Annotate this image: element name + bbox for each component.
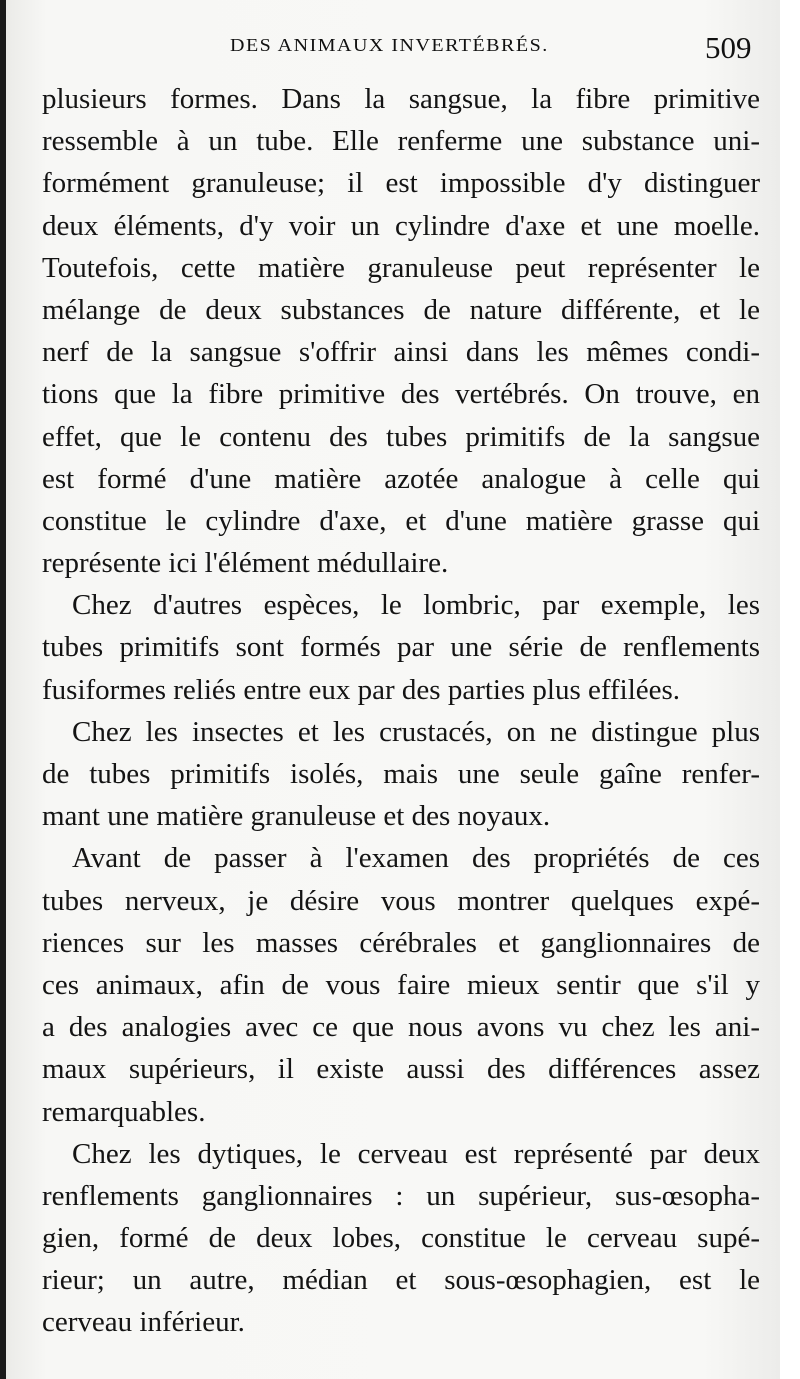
text-line: rieur; un autre, médian et sous-œsophagien, est le — [42, 1264, 760, 1297]
text-line: effet, que le contenu des tubes primitifs de la sangsue — [42, 420, 760, 453]
text-line: a des analogies avec ce que nous avons vu chez les ani- — [42, 1011, 760, 1044]
paragraph-4 — [42, 837, 760, 1132]
text-line: Chez d'autres espèces, le lombric, par exemple, les — [72, 589, 760, 622]
text-line: plusieurs formes. Dans la sangsue, la fibre primitive — [42, 83, 760, 115]
text-line: mant une matière granuleuse et des noyaux. — [42, 800, 551, 833]
text-line: tions que la fibre primitive des vertébrés. On trouve, en — [42, 378, 760, 411]
text-line: Toutefois, cette matière granuleuse peut représenter le — [42, 251, 760, 284]
text-line: tubes primitifs sont formés par une série de renflements — [42, 631, 760, 664]
text-line: représente ici l'élément médullaire. — [42, 547, 449, 580]
running-head — [0, 30, 780, 70]
paragraph-2 — [42, 584, 760, 711]
running-title: DES ANIMAUX INVERTÉBRÉS. — [230, 36, 549, 56]
paragraph-5 — [42, 1133, 760, 1344]
text-line: ressemble à un tube. Elle renferme une substance uni- — [42, 125, 760, 158]
text-line: remarquables. — [42, 1095, 206, 1128]
text-line: Avant de passer à l'examen des propriétés de ces — [72, 842, 760, 875]
text-line: riences sur les masses cérébrales et ganglionnaires de — [42, 926, 760, 959]
paragraph-1 — [42, 78, 760, 584]
text-line: fusiformes reliés entre eux par des parties plus effilées. — [42, 673, 681, 706]
paragraph-3 — [42, 711, 760, 838]
text-line: ces animaux, afin de vous faire mieux sentir que s'il y — [42, 968, 760, 1001]
page-number: 509 — [705, 30, 752, 65]
text-line: mélange de deux substances de nature différente, et le — [42, 293, 760, 326]
text-line: cerveau inférieur. — [42, 1306, 245, 1339]
text-line: maux supérieurs, il existe aussi des différences assez — [42, 1053, 760, 1086]
text-line: Chez les insectes et les crustacés, on ne distingue plus — [72, 715, 760, 748]
body-text — [42, 78, 760, 1344]
text-line: deux éléments, d'y voir un cylindre d'axe et une moelle. — [42, 209, 760, 242]
text-line: Chez les dytiques, le cerveau est représenté par deux — [72, 1137, 760, 1170]
text-line: formément granuleuse; il est impossible d'y distinguer — [42, 167, 760, 200]
text-line: renflements ganglionnaires : un supérieur, sus-œsopha- — [42, 1179, 760, 1212]
text-line: nerf de la sangsue s'offrir ainsi dans les mêmes condi- — [42, 336, 760, 369]
text-line: tubes nerveux, je désire vous montrer quelques expé- — [42, 884, 760, 917]
text-line: est formé d'une matière azotée analogue à celle qui — [42, 462, 760, 495]
text-line: constitue le cylindre d'axe, et d'une matière grasse qui — [42, 504, 760, 537]
text-line: de tubes primitifs isolés, mais une seule gaîne renfer- — [42, 758, 760, 790]
text-line: gien, formé de deux lobes, constitue le cerveau supé- — [42, 1222, 760, 1255]
